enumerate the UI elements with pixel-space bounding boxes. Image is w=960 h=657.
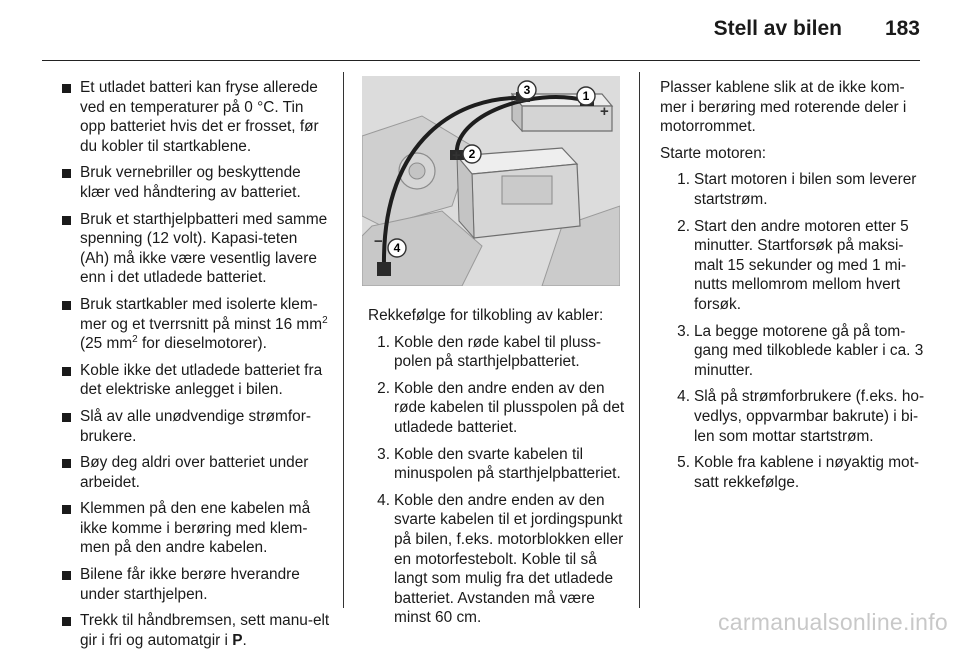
start-steps (668, 170, 928, 492)
step-item: 2. Start den andre motoren etter 5 minutter. Startforsøk på maksi-malt 15 sekunder og med 1 mi-nutts mellomrom mellom hvert forsøk. (677, 217, 909, 313)
callout-label-3: 3 (523, 83, 531, 97)
page-number: 183 (884, 17, 920, 40)
step-item: 4. Koble den andre enden av den svarte kabelen til et jordingspunkt på bilen, f.eks. motorblokken eller en motorfestebolt. Koble til så langt som mulig fra det utladede batteriet. Avstanden må være minst 60 cm. (377, 491, 624, 627)
header-rule (42, 60, 920, 61)
column-divider-1 (343, 72, 344, 608)
callout-label-1: 1 (582, 89, 590, 103)
connection-steps (368, 333, 626, 628)
bullet-item: Et utladet batteri kan fryse allerede ved en temperaturer på 0 °C. Tin opp batteriet hvis det er frosset, før du kobler til startkablene. (58, 78, 330, 156)
watermark: carmanualsonline.info (717, 609, 948, 635)
callout-label-2: 2 (468, 147, 476, 161)
bullet-item: Bøy deg aldri over batteriet under arbeidet. (58, 453, 330, 492)
column-safety-notes (58, 78, 330, 657)
connection-intro: Rekkefølge for tilkobling av kabler: (368, 307, 604, 324)
bullet-item: Bruk vernebriller og beskyttende klær ved håndtering av batteriet. (58, 163, 330, 202)
polarity-symbol: − (514, 93, 523, 110)
step-item: 3. La begge motorene gå på tom-gang med tilkoblede kabler i ca. 3 minutter. (677, 322, 924, 379)
polarity-symbol: + (452, 147, 461, 164)
step-item: 1. Start motoren i bilen som leverer startstrøm. (677, 171, 917, 208)
safety-bullet-list (58, 78, 330, 650)
bullet-item: Trekk til håndbremsen, sett manu-elt gir i fri og automatgir i P. (58, 611, 330, 650)
step-item: 1. Koble den røde kabel til pluss-polen på starthjelpbatteriet. (377, 333, 602, 371)
step-item: 2. Koble den andre enden av den røde kabelen til plusspolen på det utladede batteriet. (377, 379, 625, 436)
jump-start-illustration (362, 76, 620, 286)
column-starting (660, 78, 928, 499)
step-item: 4. Slå på strømforbrukere (f.eks. ho-vedlys, oppvarmbar bakrute) i bi-len som mottar startstrøm. (677, 388, 925, 445)
column-connection-order (368, 306, 626, 635)
bullet-item: Koble ikke det utladede batteriet fra det elektriske anlegget i bilen. (58, 361, 330, 400)
callout-label-4: 4 (393, 241, 401, 255)
engine-bay-drawing (362, 76, 620, 286)
cable-placement-note: Plasser kablene slik at de ikke kom-mer i berøring med roterende deler i motorrommet. (660, 79, 907, 136)
section-title: Stell av bilen (713, 17, 842, 40)
bullet-item: Slå av alle unødvendige strømfor-brukere. (58, 407, 330, 446)
bullet-item: Klemmen på den ene kabelen må ikke komme i berøring med klem-men på den andre kabelen. (58, 499, 330, 558)
column-divider-2 (639, 72, 640, 608)
page-header (0, 0, 960, 62)
polarity-symbol: − (374, 233, 383, 250)
start-engine-heading: Starte motoren: (660, 144, 767, 162)
bullet-item: Bruk startkabler med isolerte klem-mer og et tverrsnitt på minst 16 $mm^2$ (25 $mm^2$ for dieselmotorer). (58, 295, 330, 354)
polarity-symbol: + (600, 103, 609, 120)
step-item: 5. Koble fra kablene i nøyaktig mot-satt rekkefølge. (677, 454, 919, 491)
bullet-item: Bilene får ikke berøre hverandre under starthjelpen. (58, 565, 330, 604)
step-item: 3. Koble den svarte kabelen til minuspolen på starthjelpbatteriet. (377, 445, 621, 483)
bullet-item: Bruk et starthjelpbatteri med samme spenning (12 volt). Kapasi-teten (Ah) må ikke være vesentlig lavere enn i det utladede batteriet. (58, 210, 330, 288)
